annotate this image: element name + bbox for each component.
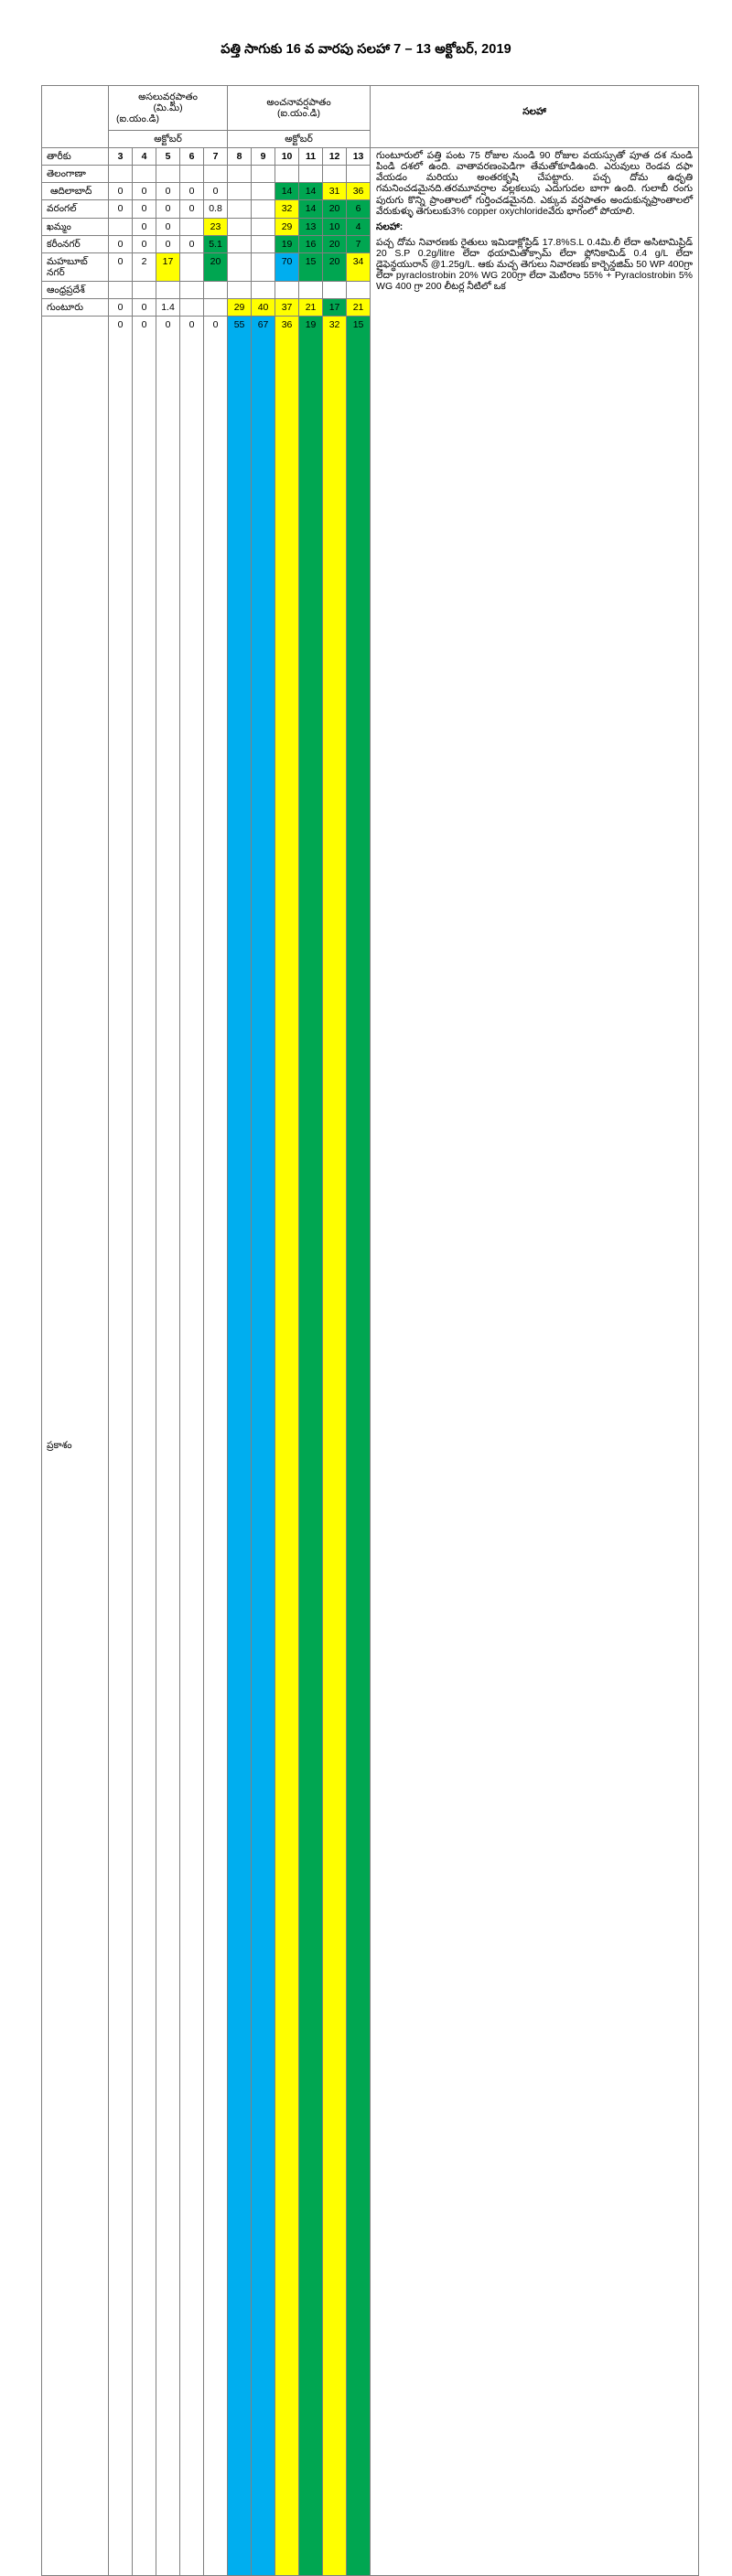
data-cell [109, 218, 133, 235]
data-cell [299, 281, 323, 298]
header-month-forecast: అక్టోబర్ [228, 131, 371, 148]
data-cell: 14 [299, 183, 323, 200]
data-cell [180, 218, 204, 235]
row-label-state: తెలంగాణా [42, 166, 109, 183]
rainfall-advisory-table [41, 85, 699, 2576]
data-cell [252, 252, 275, 281]
actual-rainfall-line3: (ఐ.యం.డి) [116, 113, 160, 125]
data-cell: 0.8 [204, 200, 228, 218]
data-cell: 0 [133, 316, 156, 2575]
data-cell: 34 [347, 252, 371, 281]
data-cell [228, 218, 252, 235]
data-cell [228, 166, 252, 183]
data-cell [252, 183, 275, 200]
forecast-rainfall-line1: అంచనావర్షపాతం [266, 97, 331, 109]
data-cell [180, 298, 204, 316]
data-cell: 31 [323, 183, 347, 200]
data-cell [252, 281, 275, 298]
data-cell: 0 [109, 235, 133, 252]
advice-paragraph-1: గుంటూరులో పత్తి పంట 75 రోజుల నుండి 90 రోజుల వయస్సుతో పూత దశ నుండి పిండి దశలో ఉంది. వాతావరణంపెడిగా తేమతోకూడిఉంది. ఎరువులు రెండవ దఫా వేయడం మరియు అంతరకృషి చేపట్టారు. పచ్చ దోమ ఉధృతి గమనించడమైనది.తరమూవర్షాల వల్లకలుపు ఎదుగుదల బాగా ఉంది. గులాబీ రంగు పురుగు కొన్ని ప్రాంతాలలో గుర్తించడమైనది. ఎక్కువ వర్షపాతం అందుకున్నప్రాంతాలలో వేరుకుళ్ళు తెగులుకు3% copper oxychlorideవేరు భాగంలో పోయాలి. [376, 150, 694, 217]
data-cell: 40 [252, 298, 275, 316]
row-label-district: మహబూబ్ నగర్ [42, 252, 109, 281]
row-label-district: ఆదిలాబాద్ [42, 183, 109, 200]
header-month-actual: అక్టోబర్ [109, 131, 228, 148]
day-header-4: 4 [133, 148, 156, 166]
day-header-10: 10 [275, 148, 299, 166]
data-cell: 21 [299, 298, 323, 316]
data-cell: 0 [109, 252, 133, 281]
data-cell: 20 [323, 235, 347, 252]
data-cell: 23 [204, 218, 228, 235]
header-actual-rainfall [109, 86, 228, 131]
data-cell: 17 [156, 252, 180, 281]
data-cell: 0 [133, 218, 156, 235]
data-cell [323, 166, 347, 183]
actual-rainfall-line2: (మి.మీ) [153, 102, 183, 114]
header-advice: సలహా [371, 86, 699, 148]
data-cell: 17 [323, 298, 347, 316]
data-cell: 0 [180, 200, 204, 218]
row-label-district: ప్రకాశం [42, 316, 109, 2575]
data-cell: 4 [347, 218, 371, 235]
data-cell: 0 [204, 316, 228, 2575]
data-cell: 1.4 [156, 298, 180, 316]
data-cell [133, 166, 156, 183]
data-cell: 19 [299, 316, 323, 2575]
data-cell: 0 [156, 218, 180, 235]
data-cell: 20 [323, 252, 347, 281]
data-cell: 0 [156, 235, 180, 252]
data-cell: 0 [180, 316, 204, 2575]
data-cell [228, 235, 252, 252]
data-cell: 55 [228, 316, 252, 2575]
forecast-rainfall-line2: (ఐ.యం.డి) [277, 108, 321, 120]
day-header-13: 13 [347, 148, 371, 166]
data-cell: 0 [156, 183, 180, 200]
data-cell [228, 281, 252, 298]
data-cell [347, 281, 371, 298]
day-header-9: 9 [252, 148, 275, 166]
row-label-district: వరంగల్ [42, 200, 109, 218]
row-label-district: గుంటూరు [42, 298, 109, 316]
data-cell [109, 166, 133, 183]
data-cell: 0 [109, 298, 133, 316]
data-cell [109, 281, 133, 298]
advice-paragraph-2: పచ్చ దోమ నివారణకు రైతులు ఇమిడాక్లోప్రిడ్ 17.8%S.L 0.4మి.లీ లేదా అసిటామిప్రిడ్ 20 S.P 0.2g/litre లేదా థయామితోక్సామ్ లేదా ఫ్లోనికామిడ్ 0.4 g/L లేదా డైఫెన్థయురాన్ @1.25g/L. ఆకు మచ్చ తెగులు నివారణకు కార్బెన్డజిమ్ 50 WP 400గ్రా లేదా pyraclostrobin 20% WG 200గ్రా లేదా మెటిరాం 55% + Pyraclostrobin 5% WG 400 గ్రా 200 లీటర్ల నీటిలో ఒక [376, 236, 694, 292]
header-date-label: తారీకు [42, 148, 109, 166]
data-cell: 21 [347, 298, 371, 316]
data-cell [204, 281, 228, 298]
data-cell: 19 [275, 235, 299, 252]
table-header-row-groups [42, 86, 699, 131]
data-cell: 70 [275, 252, 299, 281]
advice-label: సలహా: [376, 220, 404, 232]
data-cell: 15 [299, 252, 323, 281]
data-cell [204, 166, 228, 183]
row-label-state: ఆంధ్రప్రదేశ్ [42, 281, 109, 298]
data-cell [180, 166, 204, 183]
data-cell [204, 298, 228, 316]
day-header-3: 3 [109, 148, 133, 166]
data-cell: 15 [347, 316, 371, 2575]
advice-panel [371, 148, 699, 2576]
data-cell: 5.1 [204, 235, 228, 252]
data-cell [133, 281, 156, 298]
data-cell: 0 [180, 235, 204, 252]
data-cell: 13 [299, 218, 323, 235]
data-cell [323, 281, 347, 298]
data-cell: 32 [275, 200, 299, 218]
data-cell: 67 [252, 316, 275, 2575]
data-cell: 10 [323, 218, 347, 235]
data-cell: 29 [275, 218, 299, 235]
data-cell [299, 166, 323, 183]
data-cell [180, 252, 204, 281]
day-header-5: 5 [156, 148, 180, 166]
data-cell [228, 183, 252, 200]
page-title: పత్తి సాగుకు 16 వ వారపు సలహా 7 – 13 అక్టోబర్, 2019 [221, 42, 511, 57]
row-label-district: ఖమ్మం [42, 218, 109, 235]
data-cell: 0 [156, 200, 180, 218]
data-cell: 0 [156, 316, 180, 2575]
table-header-row-days [42, 148, 699, 166]
data-cell [275, 166, 299, 183]
data-cell: 29 [228, 298, 252, 316]
data-cell [252, 200, 275, 218]
data-cell: 2 [133, 252, 156, 281]
data-cell [228, 252, 252, 281]
data-cell [275, 281, 299, 298]
data-cell: 0 [109, 316, 133, 2575]
data-cell [228, 200, 252, 218]
row-label-district: కరీంనగర్ [42, 235, 109, 252]
data-cell: 0 [133, 200, 156, 218]
data-cell [347, 166, 371, 183]
data-cell: 7 [347, 235, 371, 252]
data-cell: 36 [275, 316, 299, 2575]
day-header-7: 7 [204, 148, 228, 166]
data-cell: 0 [133, 235, 156, 252]
data-cell: 0 [109, 200, 133, 218]
data-cell: 0 [109, 183, 133, 200]
day-header-11: 11 [299, 148, 323, 166]
data-cell [252, 235, 275, 252]
data-cell: 20 [204, 252, 228, 281]
day-header-8: 8 [228, 148, 252, 166]
data-cell [156, 166, 180, 183]
day-header-6: 6 [180, 148, 204, 166]
data-cell: 14 [299, 200, 323, 218]
data-cell [252, 218, 275, 235]
data-cell: 16 [299, 235, 323, 252]
data-cell: 36 [347, 183, 371, 200]
data-cell: 37 [275, 298, 299, 316]
data-cell: 20 [323, 200, 347, 218]
data-cell: 0 [180, 183, 204, 200]
header-forecast-rainfall [228, 86, 371, 131]
day-header-12: 12 [323, 148, 347, 166]
data-cell: 14 [275, 183, 299, 200]
actual-rainfall-line1: అసలువర్షపాతం [138, 91, 198, 102]
data-cell: 0 [133, 298, 156, 316]
data-cell [252, 166, 275, 183]
data-cell [156, 281, 180, 298]
data-cell: 0 [133, 183, 156, 200]
data-cell [180, 281, 204, 298]
data-cell: 0 [204, 183, 228, 200]
header-blank-corner [42, 86, 109, 148]
data-cell: 32 [323, 316, 347, 2575]
data-cell: 6 [347, 200, 371, 218]
